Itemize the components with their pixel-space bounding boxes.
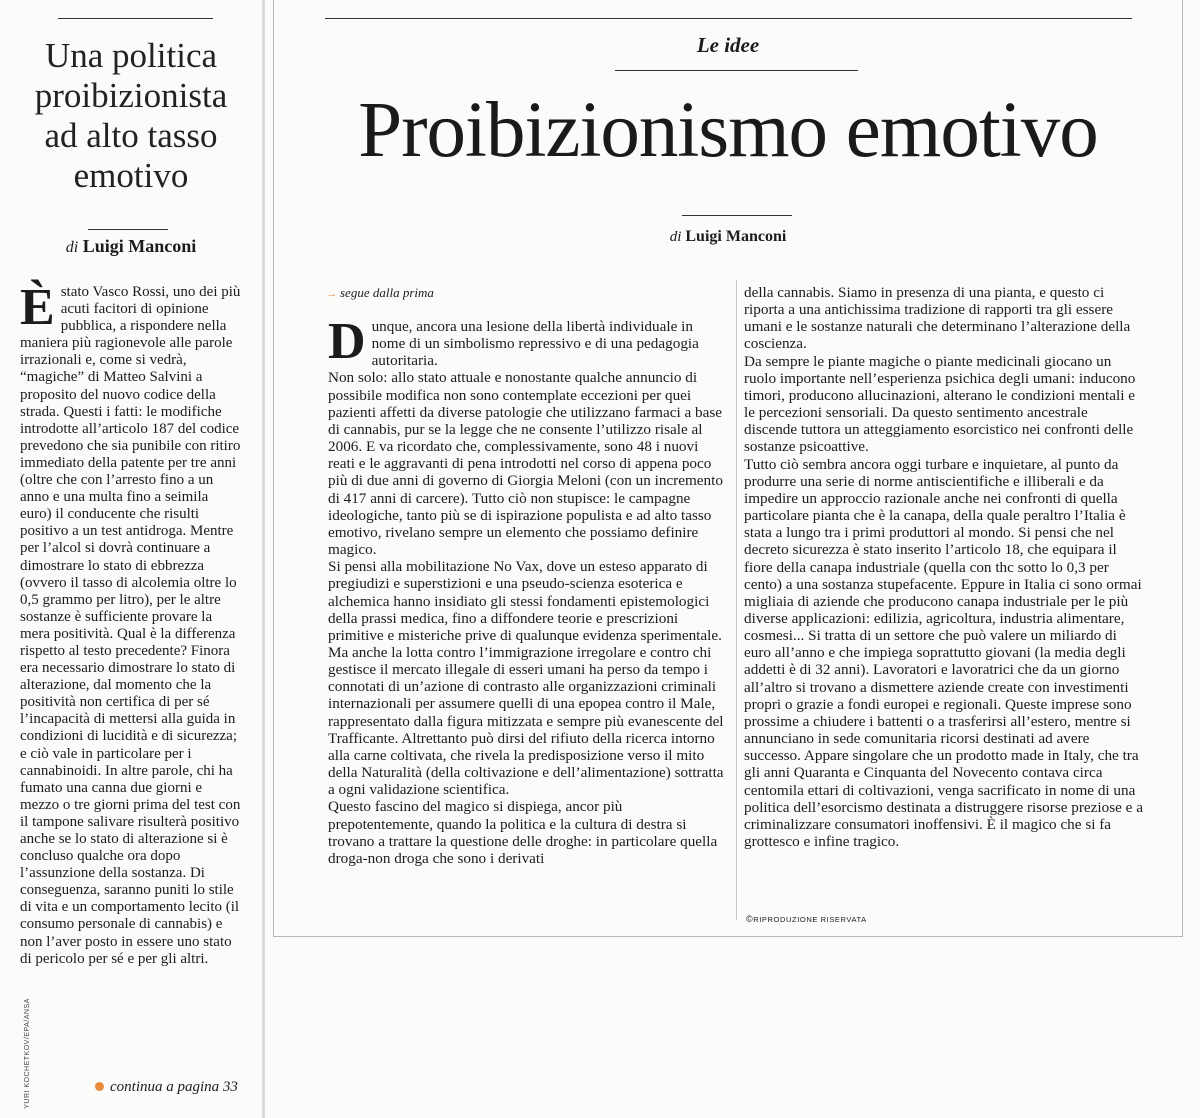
segue-label: segue dalla prima bbox=[340, 285, 434, 300]
article-column-1 bbox=[328, 313, 728, 867]
copyright-icon: © bbox=[746, 914, 754, 924]
paragraph: Tutto ciò sembra ancora oggi turbare e inquietare, al punto da produrre una serie di norme antiscientifiche e illiberali e da impedire un approccio razionale anche nei confronti di quella particolare pianta che è la canapa, della quale peraltro l’Italia è stata a lungo tra i primi produttori al mondo. Si pensi che nel decreto sicurezza è stato inserito l’articolo 18, che equipara il fiore della canapa industriale (quella con thc sotto lo 0,3 per cento) a una sostanza stupefacente. Eppure in Italia ci sono ormai migliaia di aziende che producono canapa industriale per le più diverse applicazioni: edilizia, agricoltura, industria alimentare, cosmesi... Si tratta di un settore che può valere un miliardo di euro all’anno e che impiega soprattutto giovani (la media degli addetti è di 32 anni). Lavoratori e lavoratrici che da un giorno all’altro si trovano a dismettere aziende create con investimenti propri o grazie a fondi europei e regionali. Queste imprese sono prossime a chiudere i battenti o a trasferirsi all’estero, mentre si annunciano in sede comunitaria ricorsi destinati ad avere successo. Appare singolare che un prodotto made in Italy, che tra gli anni Quaranta e Cinquanta del Novecento contava circa centomila ettari di coltivazioni, venga sacrificato in nome di una politica dell’esorcismo destinata a distruggere risorse preziose e a criminalizzare consumatori inoffensivi. È il magico che si fa grottesco e infine tragico. bbox=[744, 455, 1143, 850]
paragraph: Si pensi alla mobilitazione No Vax, dove un esteso apparato di pregiudizi e superstizioni e una pseudo-scienza esoterica e alchemica hanno insidiato gli stessi fondamenti epistemologici della prassi medica, fino a diffondere teorie e prescrizioni primitive e misteriche prive di qualunque evidenza sperimentale. Ma anche la lotta contro l’immigrazione irregolare e contro chi gestisce il mercato illegale di esseri umani ha perso da tempo i connotati di un’azione di contrasto alle organizzazioni criminali internazionali per assumere quelli di una epopea contro il Male, rappresentato dalla figura mitizzata e sempre più evanescente del Trafficante. Altrettanto può dirsi del rifiuto della ricerca intorno alla carne coltivata, che rivela la predisposizione verso il mito della Naturalità (della coltivazione e dell’alimentazione) sottratta a ogni validazione scientifica. bbox=[328, 558, 724, 799]
arrow-right-icon: → bbox=[326, 288, 337, 300]
byline-prefix: di bbox=[65, 239, 79, 256]
main-article bbox=[273, 0, 1183, 937]
byline-prefix: di bbox=[669, 229, 682, 245]
article-title: Proibizionismo emotivo bbox=[358, 87, 1098, 174]
top-rule bbox=[325, 18, 1132, 19]
copyright-notice bbox=[746, 914, 867, 924]
top-rule bbox=[58, 18, 213, 19]
column-divider bbox=[736, 280, 737, 920]
paragraph: unque, ancora una lesione della libertà individuale in nome di un simbolismo repressivo e di una pedagogia autoritaria. bbox=[371, 318, 699, 370]
dropcap: D bbox=[328, 313, 366, 370]
section-rule bbox=[615, 70, 858, 71]
dropcap: È bbox=[20, 279, 55, 336]
paragraph: Non solo: allo stato attuale e nonostante qualche annuncio di possibile modifica non sono contemplate eccezioni per quei pazienti affetti da diverse patologie che utilizzano farmaci a base di cannabis, pur se la legge che ne consente l’utilizzo risale al 2006. E va ricordato che, complessivamente, sono 48 i nuovi reati e le aggravanti di pena introdotti nel corso di appena poco più di due anni di governo di Giorgia Meloni (con un incremento di 417 anni di carcere). Tutto ciò non stupisce: le campagne ideologiche, tanto più se di ispirazione populista e ad alto tasso emotivo, rivelano sempre un elemento che possiamo definire magico. bbox=[328, 369, 723, 559]
paragraph: Mentre per l’alcol si dovrà continuare a dimostrare lo stato di ebbrezza (ovvero il tasso di alcolemia oltre lo 0,5 grammo per litro), per le altre sostanze è sufficiente provare la mera positività. Qual è la differenza rispetto al testo precedente? Finora era necessario dimostrare lo stato di alterazione, dal momento che la positività non certifica di per sé l’incapacità di mettersi alla guida in condizioni di lucidità e di sicurezza; e ciò vale in particolare per i cannabinoidi. In altre parole, chi ha fumato una canna due giorni e mezzo o tre giorni prima del test con il tampone salivare risulterà positivo anche se lo stato di alterazione si è concluso qualche ora dopo l’assunzione della sostanza. Di conseguenza, saranno puniti lo stile di vita e un comportamento lecito (il consumo personale di cannabis) e non l’aver posto in essere uno stato di pericolo per sé e per gli altri. bbox=[20, 523, 241, 967]
paragraph: Questi i fatti: le modifiche introdotte all’articolo 187 del codice prevedono che sia punibile con ritiro immediato della patente per tre anni (oltre che con l’arresto fino a un anno e una multa fino a seimila euro) il conducente che risulti positivo a un test antidroga. bbox=[20, 403, 241, 540]
paragraph: stato Vasco Rossi, uno dei più acuti facitori di opinione pubblica, a rispondere nella maniera più ragionevole alle parole irrazionali e, come si vedrà, “magiche” di Matteo Salvini a proposito del nuovo codice della strada. bbox=[20, 284, 241, 420]
author-name: Luigi Manconi bbox=[82, 236, 197, 256]
left-column bbox=[0, 0, 262, 1118]
title-rule bbox=[682, 215, 792, 216]
paragraph: Da sempre le piante magiche o piante medicinali giocano un ruolo importante nell’esperienza psichica degli umani: inducono timori, producono allucinazioni, alterano le condizioni mentali e le percezioni sensoriali. Da questo sentimento ancestrale discende tuttora un atteggiamento esorcistico nei confronti delle sostanze psicoattive. bbox=[744, 352, 1136, 456]
paragraph: Questo fascino del magico si dispiega, ancor più prepotentemente, quando la politica e la cultura di destra si trovano a trattare la questione delle droghe: in particolare quella droga-non droga che sono i derivati bbox=[328, 798, 718, 867]
continue-link[interactable] bbox=[95, 1079, 238, 1096]
copyright-text: RIPRODUZIONE RISERVATA bbox=[753, 915, 867, 924]
left-article-text bbox=[20, 279, 242, 968]
photo-credit: YURI KOCHETKOV/EPA/ANSA bbox=[23, 998, 31, 1109]
headline-rule bbox=[88, 229, 168, 230]
author-name: Luigi Manconi bbox=[685, 228, 787, 245]
left-byline bbox=[0, 236, 262, 257]
bullet-dot-icon bbox=[95, 1082, 104, 1091]
section-label: Le idee bbox=[696, 33, 760, 57]
article-byline bbox=[274, 228, 1182, 246]
continue-label: continua a pagina 33 bbox=[110, 1079, 238, 1095]
left-headline: Una politica proibizionista ad alto tasso emotivo bbox=[34, 36, 228, 195]
segue-note bbox=[326, 285, 434, 301]
column-separator bbox=[262, 0, 265, 1118]
paragraph: della cannabis. Siamo in presenza di una pianta, e questo ci riporta a una antichissima tradizione di rapporti tra gli essere umani e le sostanze naturali che determinano l’alterazione della coscienza. bbox=[744, 284, 1131, 353]
article-column-2 bbox=[744, 284, 1144, 850]
